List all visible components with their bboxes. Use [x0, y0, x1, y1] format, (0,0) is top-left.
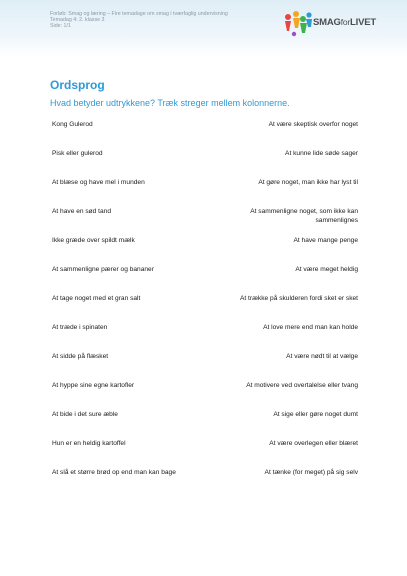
expression: At bide i det sure æble [52, 411, 118, 418]
expression: At tage noget med et gran salt [52, 295, 141, 302]
list-item [52, 236, 358, 266]
expression: At blæse og have mel i munden [52, 179, 145, 186]
meaning: At sige eller gøre noget dumt [273, 411, 358, 418]
meaning: At kunne lide søde sager [285, 150, 358, 157]
meta-line: Side: 1/1 [50, 23, 71, 30]
expression: Pisk eller gulerod [52, 150, 103, 157]
meaning: At tænke (for meget) på sig selv [264, 469, 358, 476]
meaning: At være meget heldig [295, 266, 358, 273]
meta-line: Forløb: Smag og læring – Fire temadage om smag i tværfaglig undervisning [50, 11, 228, 17]
expression: Ikke græde over spildt mælk [52, 237, 135, 244]
document-meta [50, 11, 228, 30]
meaning: At sammenligne noget, som ikke kan sammenlignes [250, 208, 358, 224]
meaning: At være overlegen eller blæret [269, 440, 358, 447]
list-item [52, 468, 358, 498]
list-item [52, 294, 358, 324]
meta-line: Temadag 4: 2. klasse 3 [50, 17, 105, 24]
meaning: At være skeptisk overfor noget [268, 121, 358, 128]
expression: At slå et større brød op end man kan bage [52, 469, 176, 476]
list-item [52, 352, 358, 382]
list-item [52, 323, 358, 353]
meaning: At motivere ved overtalelse eller tvang [246, 382, 358, 389]
meaning: At have mange penge [293, 237, 358, 244]
list-item [52, 265, 358, 295]
meaning: At gøre noget, man ikke har lyst til [258, 179, 358, 186]
list-item [52, 120, 358, 150]
logo-wordmark: SMAGforLIVET [313, 17, 376, 28]
expression: At sammenligne pærer og bananer [52, 266, 154, 273]
expression: Kong Gulerod [52, 121, 93, 128]
list-item [52, 207, 358, 237]
expression: Hun er en heldig kartoffel [52, 440, 126, 447]
list-item [52, 178, 358, 208]
expression: At træde i spinaten [52, 324, 108, 331]
list-item [52, 410, 358, 440]
expression: At hyppe sine egne kartofler [52, 382, 135, 389]
meaning: At trække på skulderen fordi sket er sket [239, 295, 358, 302]
meaning: At love mere end man kan holde [263, 324, 358, 331]
expression: At have en sød tand [52, 208, 112, 215]
meaning: At være nødt til at vælge [286, 353, 358, 360]
list-item [52, 381, 358, 411]
instructions: Hvad betyder udtrykkene? Træk streger mellem kolonnerne. [50, 98, 290, 108]
list-item [52, 149, 358, 179]
expression: At sidde på flæsket [52, 353, 109, 360]
page-title: Ordsprog [50, 78, 105, 92]
list-item [52, 439, 358, 469]
